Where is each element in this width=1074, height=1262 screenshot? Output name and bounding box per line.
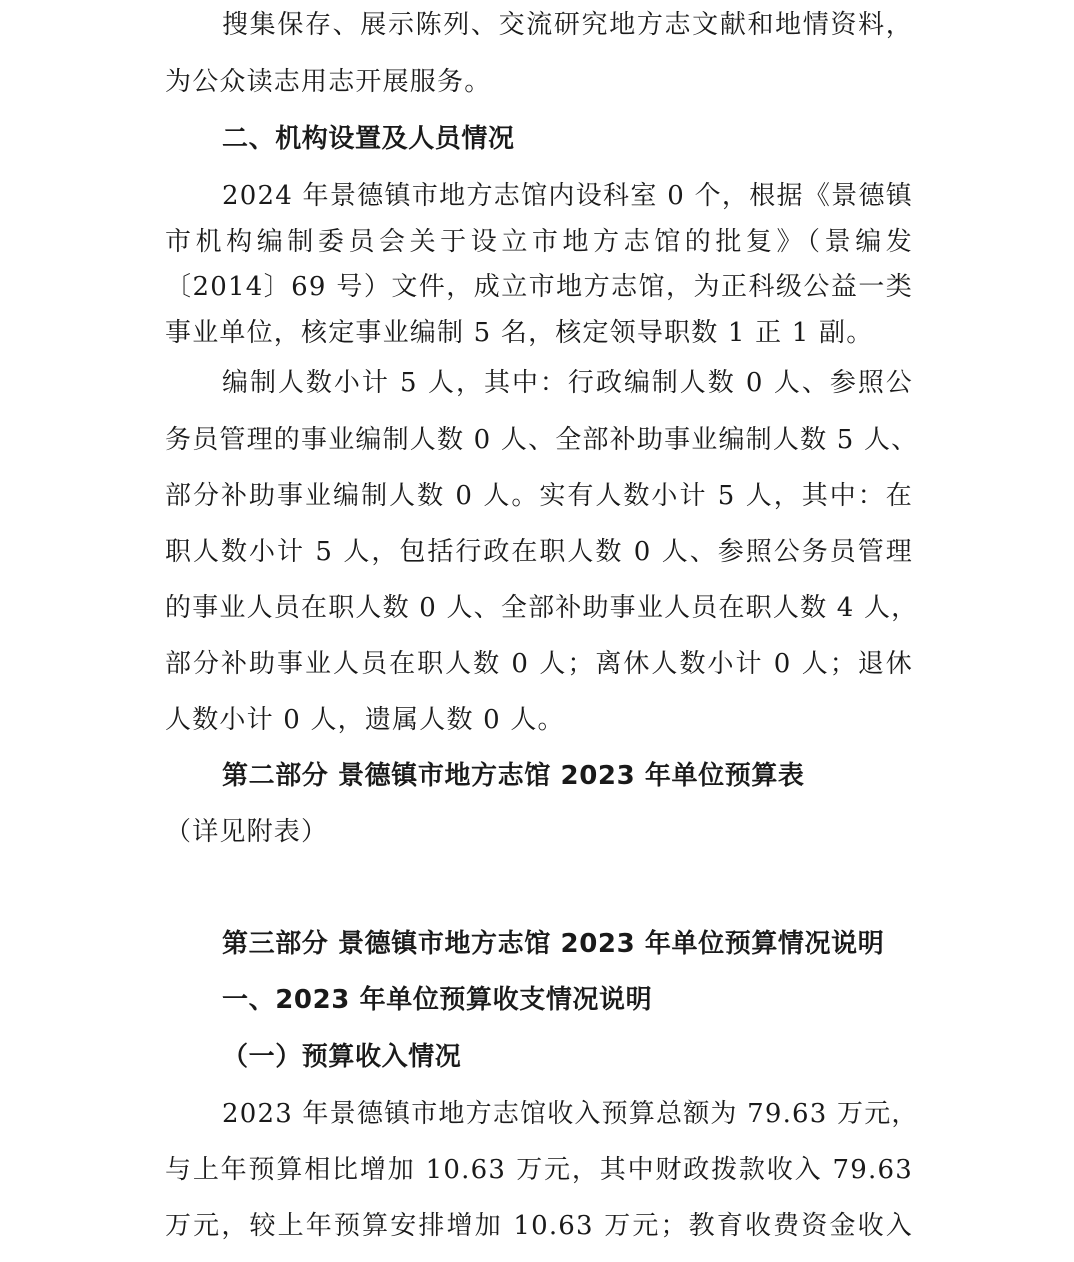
- paragraph-line: 人数小计 0 人，遗属人数 0 人。: [165, 705, 565, 735]
- paragraph-line: 搜集保存、展示陈列、交流研究地方志文献和地情资料，: [222, 10, 913, 40]
- part-heading: 第二部分 景德镇市地方志馆 2023 年单位预算表: [222, 761, 805, 791]
- paragraph-line: （详见附表）: [165, 817, 329, 847]
- subsection-heading: （一）预算收入情况: [222, 1042, 462, 1072]
- paragraph-line: 的事业人员在职人数 0 人、全部补助事业人员在职人数 4 人，: [165, 593, 919, 623]
- section-heading: 二、机构设置及人员情况: [222, 124, 515, 154]
- paragraph-line: 职人数小计 5 人，包括行政在职人数 0 人、参照公务员管理: [165, 537, 913, 567]
- section-heading: 一、2023 年单位预算收支情况说明: [222, 985, 653, 1015]
- paragraph-line: 编制人数小计 5 人，其中：行政编制人数 0 人、参照公: [222, 368, 913, 398]
- paragraph-line: 务员管理的事业编制人数 0 人、全部补助事业编制人数 5 人、: [165, 425, 919, 455]
- paragraph-line: 与上年预算相比增加 10.63 万元，其中财政拨款收入 79.63: [165, 1155, 913, 1185]
- paragraph-line: 事业单位，核定事业编制 5 名，核定领导职数 1 正 1 副。: [165, 318, 874, 348]
- paragraph-line: 为公众读志用志开展服务。: [165, 67, 492, 97]
- paragraph-line: 市机构编制委员会关于设立市地方志馆的批复》（景编发: [165, 227, 913, 257]
- paragraph-line: 部分补助事业人员在职人数 0 人；离休人数小计 0 人；退休: [165, 649, 913, 679]
- paragraph-line: 〔2014〕69 号）文件，成立市地方志馆，为正科级公益一类: [165, 272, 913, 302]
- paragraph-line: 万元，较上年预算安排增加 10.63 万元；教育收费资金收入: [165, 1211, 913, 1241]
- paragraph-line: 2024 年景德镇市地方志馆内设科室 0 个，根据《景德镇: [222, 181, 913, 211]
- part-heading: 第三部分 景德镇市地方志馆 2023 年单位预算情况说明: [222, 929, 885, 959]
- paragraph-line: 部分补助事业编制人数 0 人。实有人数小计 5 人，其中：在: [165, 481, 913, 511]
- paragraph-line: 2023 年景德镇市地方志馆收入预算总额为 79.63 万元，: [222, 1099, 919, 1129]
